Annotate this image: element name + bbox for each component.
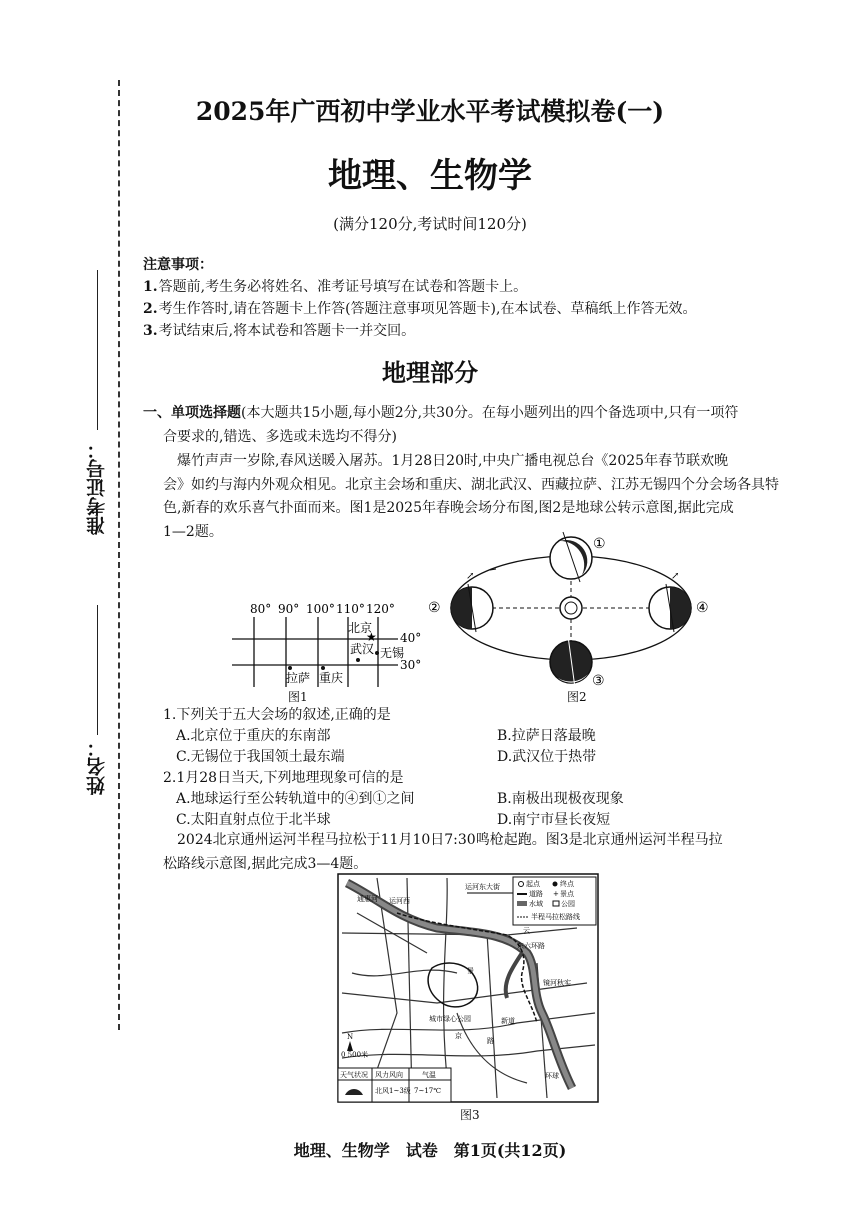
passage-2: 2024北京通州运河半程马拉松于11月10日7:30鸣枪起跑。图3是北京通州运河半程马拉 松路线示意图,据此完成3—4题。: [163, 832, 723, 872]
passage-1: 爆竹声声一岁除,春风送暖入屠苏。1月28日20时,中央广播电视总台《2025年春节联欢晚 会》如约与海内外观众相见。北京主会场和重庆、湖北武汉、西藏拉萨、江苏无锡四个分会场各具特 色,新春的欢乐喜气扑面而来。图1是2025年春晚会场分布图,图2是地球公转示意图,据此完成 1—2题。: [163, 453, 779, 540]
svg-text:水域: 水域: [529, 900, 543, 908]
svg-text:风力风向: 风力风向: [375, 1071, 403, 1079]
exam-no-line: [97, 270, 98, 430]
earth-position-3: [550, 636, 605, 689]
notes-block: [143, 254, 696, 342]
svg-text:公园: 公园: [561, 900, 575, 908]
notes-heading: 注意事项：: [143, 257, 213, 273]
figure-1-caption: 图1: [288, 690, 308, 704]
svg-text:终点: 终点: [560, 880, 574, 888]
city-label-beijing: 北京: [348, 621, 373, 635]
svg-text:+: +: [553, 890, 559, 898]
city-dot: [288, 666, 292, 670]
section-title: 地理部分: [382, 358, 478, 387]
question-1-option-d: D.武汉位于热带: [497, 749, 597, 765]
figure-1-map: [220, 595, 430, 705]
question-2-option-b: B.南极出现极夜现象: [497, 791, 624, 807]
lon-label: 120°: [366, 602, 395, 616]
svg-text:运河西: 运河西: [389, 897, 410, 905]
svg-text:半程马拉松路线: 半程马拉松路线: [531, 913, 580, 921]
svg-text:景: 景: [467, 967, 474, 975]
lon-label: 110°: [336, 602, 365, 616]
svg-text:运河东大街: 运河东大街: [465, 883, 500, 891]
figure-2-caption: 图2: [567, 690, 587, 704]
svg-text:④: ④: [696, 600, 709, 616]
svg-text:②: ②: [428, 600, 441, 616]
figure-3-route-map: [337, 873, 599, 1103]
part1-heading: 一、单项选择题(本大题共15小题,每小题2分,共30分。在每小题列出的四个备选项中,只有一项符 合要求的,错选、多选或未选均不得分): [143, 405, 739, 445]
svg-text:路: 路: [487, 1037, 494, 1045]
note-item: 1.答题前,考生务必将姓名、准考证号填写在试卷和答题卡上。: [143, 279, 528, 295]
city-dot: [356, 658, 360, 662]
svg-text:云: 云: [523, 927, 530, 935]
figure-3-caption: 图3: [460, 1108, 480, 1122]
svg-text:镜河秋实: 镜河秋实: [543, 979, 571, 987]
question-1-stem: 1.下列关于五大会场的叙述,正确的是: [163, 707, 391, 723]
svg-text:↗: ↗: [671, 571, 680, 582]
city-dot: [375, 651, 379, 655]
earth-position-2: [428, 571, 493, 632]
lat-label: 40°: [400, 631, 422, 645]
lat-label: 30°: [400, 658, 422, 672]
subject-title: 地理、生物学: [328, 156, 532, 196]
earth-position-4: [649, 571, 709, 632]
lon-label: 80°: [250, 602, 272, 616]
question-2-option-a: A.地球运行至公转轨道中的④到①之间: [176, 791, 415, 807]
name-label: 姓名：: [86, 738, 108, 795]
svg-text:0 500米: 0 500米: [341, 1051, 369, 1059]
question-1-option-b: B.拉萨日落最晚: [497, 728, 596, 744]
city-label-lhasa: 拉萨: [286, 671, 311, 685]
lon-label: 100°: [306, 602, 335, 616]
city-label-wuxi: 无锡: [380, 646, 405, 660]
svg-text:新道: 新道: [501, 1017, 515, 1025]
svg-text:起点: 起点: [526, 880, 540, 888]
question-1-option-a: A.北京位于重庆的东南部: [176, 728, 331, 744]
svg-text:7~17℃: 7~17℃: [414, 1087, 442, 1095]
svg-text:天气状况: 天气状况: [340, 1071, 368, 1079]
note-item: 3.考试结束后,将本试卷和答题卡一并交回。: [143, 323, 416, 339]
question-2-stem: 2.1月28日当天,下列地理现象可信的是: [163, 770, 404, 786]
name-line: [97, 605, 98, 735]
svg-text:气温: 气温: [422, 1071, 436, 1079]
note-item: 2.考生作答时,请在答题卡上作答(答题注意事项见答题卡),在本试卷、草稿纸上作答无效。: [143, 301, 697, 317]
svg-text:③: ③: [592, 673, 605, 689]
figure-3-legend: [513, 877, 596, 925]
score-info: (满分120分,考试时间120分): [333, 215, 527, 233]
svg-text:道路: 道路: [529, 890, 543, 898]
page-footer: 地理、生物学 试卷 第1页(共12页): [293, 1141, 567, 1160]
exam-no-label: 准考证号：: [86, 440, 108, 535]
question-2-option-c: C.太阳直射点位于北半球: [176, 812, 331, 828]
weather-table: [338, 1068, 451, 1102]
svg-text:城市绿心公园: 城市绿心公园: [429, 1015, 471, 1023]
exam-title: 2025年广西初中学业水平考试模拟卷(一): [195, 97, 665, 126]
figure-2-orbit: [428, 528, 718, 693]
svg-text:通惠河: 通惠河: [357, 895, 378, 903]
svg-text:①: ①: [593, 536, 606, 552]
svg-text:东六环路: 东六环路: [517, 942, 545, 950]
svg-text:景点: 景点: [560, 890, 574, 898]
svg-text:京: 京: [455, 1032, 462, 1040]
capital-star-icon: ★: [366, 630, 377, 644]
city-label-chongqing: 重庆: [319, 671, 344, 685]
svg-text:环球: 环球: [545, 1072, 559, 1080]
city-dot: [321, 666, 325, 670]
svg-text:↗: ↗: [466, 571, 475, 582]
lon-label: 90°: [278, 602, 300, 616]
city-label-wuhan: 武汉: [350, 642, 375, 656]
svg-text:北风1~3级: 北风1~3级: [375, 1087, 411, 1095]
svg-text:N: N: [347, 1033, 354, 1041]
question-1-option-c: C.无锡位于我国领土最东端: [176, 749, 345, 765]
question-2-option-d: D.南宁市昼长夜短: [497, 812, 611, 828]
